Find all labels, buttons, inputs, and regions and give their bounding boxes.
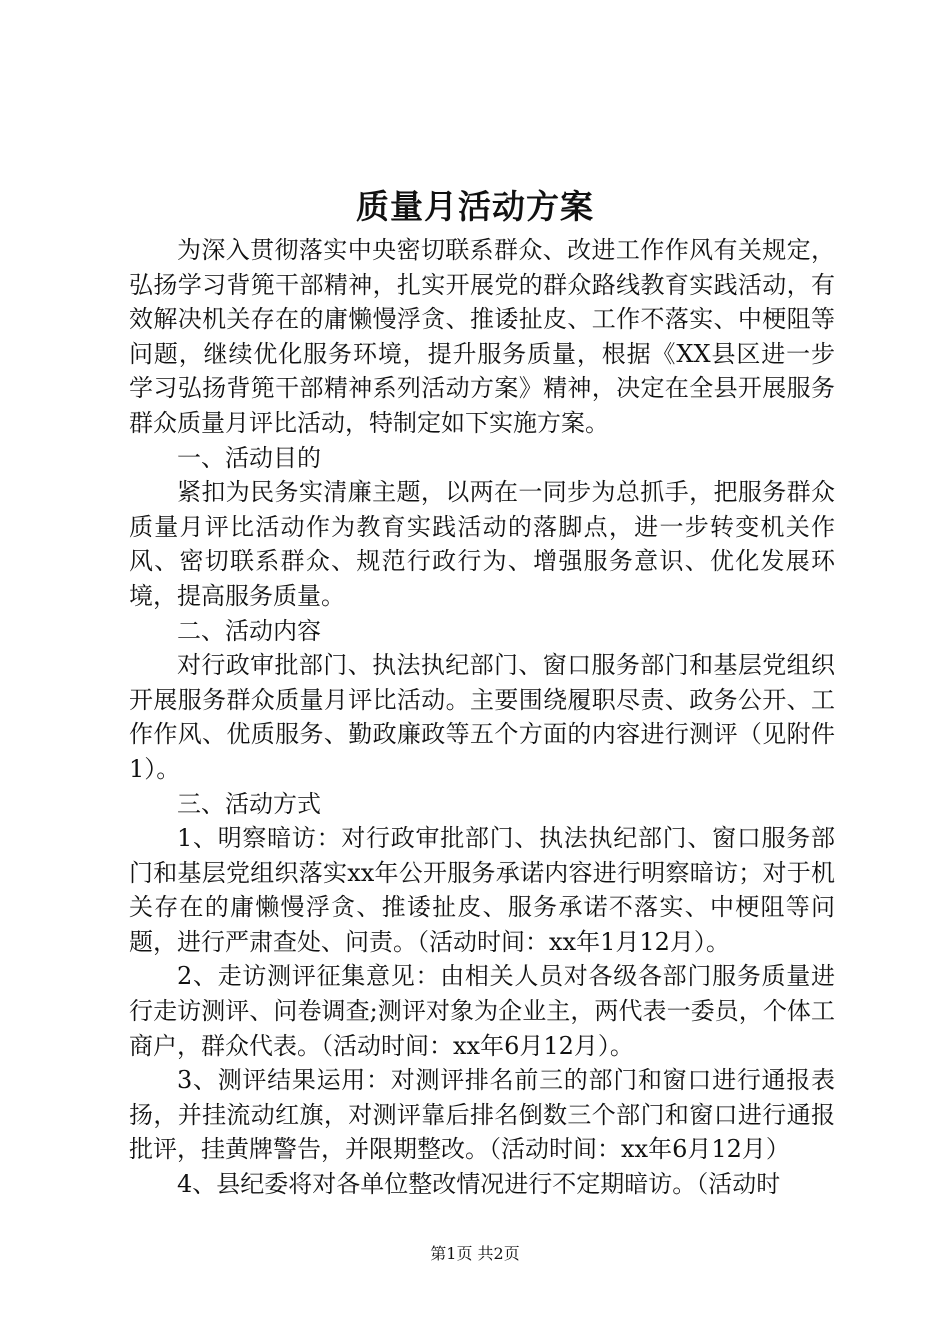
document-body: [129, 233, 835, 1202]
section-heading-method: 三、活动方式: [177, 789, 321, 818]
document-title: 质量月活动方案: [356, 187, 594, 226]
section-heading-purpose: 一、活动目的: [177, 443, 321, 472]
method-item-3: 3、测评结果运用：对测评排名前三的部门和窗口进行通报表扬，并挂流动红旗，对测评靠后排名倒数三个部门和窗口进行通报批评，挂黄牌警告，并限期整改。（活动时间：xx年6月12月）: [129, 1066, 835, 1164]
content-paragraph: 对行政审批部门、执法执纪部门、窗口服务部门和基层党组织开展服务群众质量月评比活动。主要围绕履职尽责、政务公开、工作作风、优质服务、勤政廉政等五个方面的内容进行测评（见附件1）。: [129, 651, 835, 783]
method-item-1: 1、明察暗访：对行政审批部门、执法执纪部门、窗口服务部门和基层党组织落实xx年公开服务承诺内容进行明察暗访；对于机关存在的庸懒慢浮贪、推诿扯皮、服务承诺不落实、中梗阻等问题，进行严肃查处、问责。（活动时间：xx年1月12月）。: [129, 824, 835, 956]
purpose-paragraph: 紧扣为民务实清廉主题，以两在一同步为总抓手，把服务群众质量月评比活动作为教育实践活动的落脚点，进一步转变机关作风、密切联系群众、规范行政行为、增强服务意识、优化发展环境，提高服务质量。: [129, 478, 835, 610]
method-item-4: 4、县纪委将对各单位整改情况进行不定期暗访。（活动时: [177, 1170, 781, 1199]
page-footer: 第1页 共2页: [430, 1244, 520, 1263]
method-item-2: 2、走访测评征集意见：由相关人员对各级各部门服务质量进行走访测评、问卷调查;测评对象为企业主，两代表一委员，个体工商户，群众代表。（活动时间：xx年6月12月）。: [129, 962, 835, 1060]
section-heading-content: 二、活动内容: [177, 616, 321, 645]
intro-paragraph: 为深入贯彻落实中央密切联系群众、改进工作作风有关规定，弘扬学习背篼干部精神，扎实开展党的群众路线教育实践活动，有效解决机关存在的庸懒慢浮贪、推诿扯皮、工作不落实、中梗阻等问题，继续优化服务环境，提升服务质量，根据《XX县区进一步学习弘扬背篼干部精神系列活动方案》精神，决定在全县开展服务群众质量月评比活动，特制定如下实施方案。: [129, 236, 835, 437]
